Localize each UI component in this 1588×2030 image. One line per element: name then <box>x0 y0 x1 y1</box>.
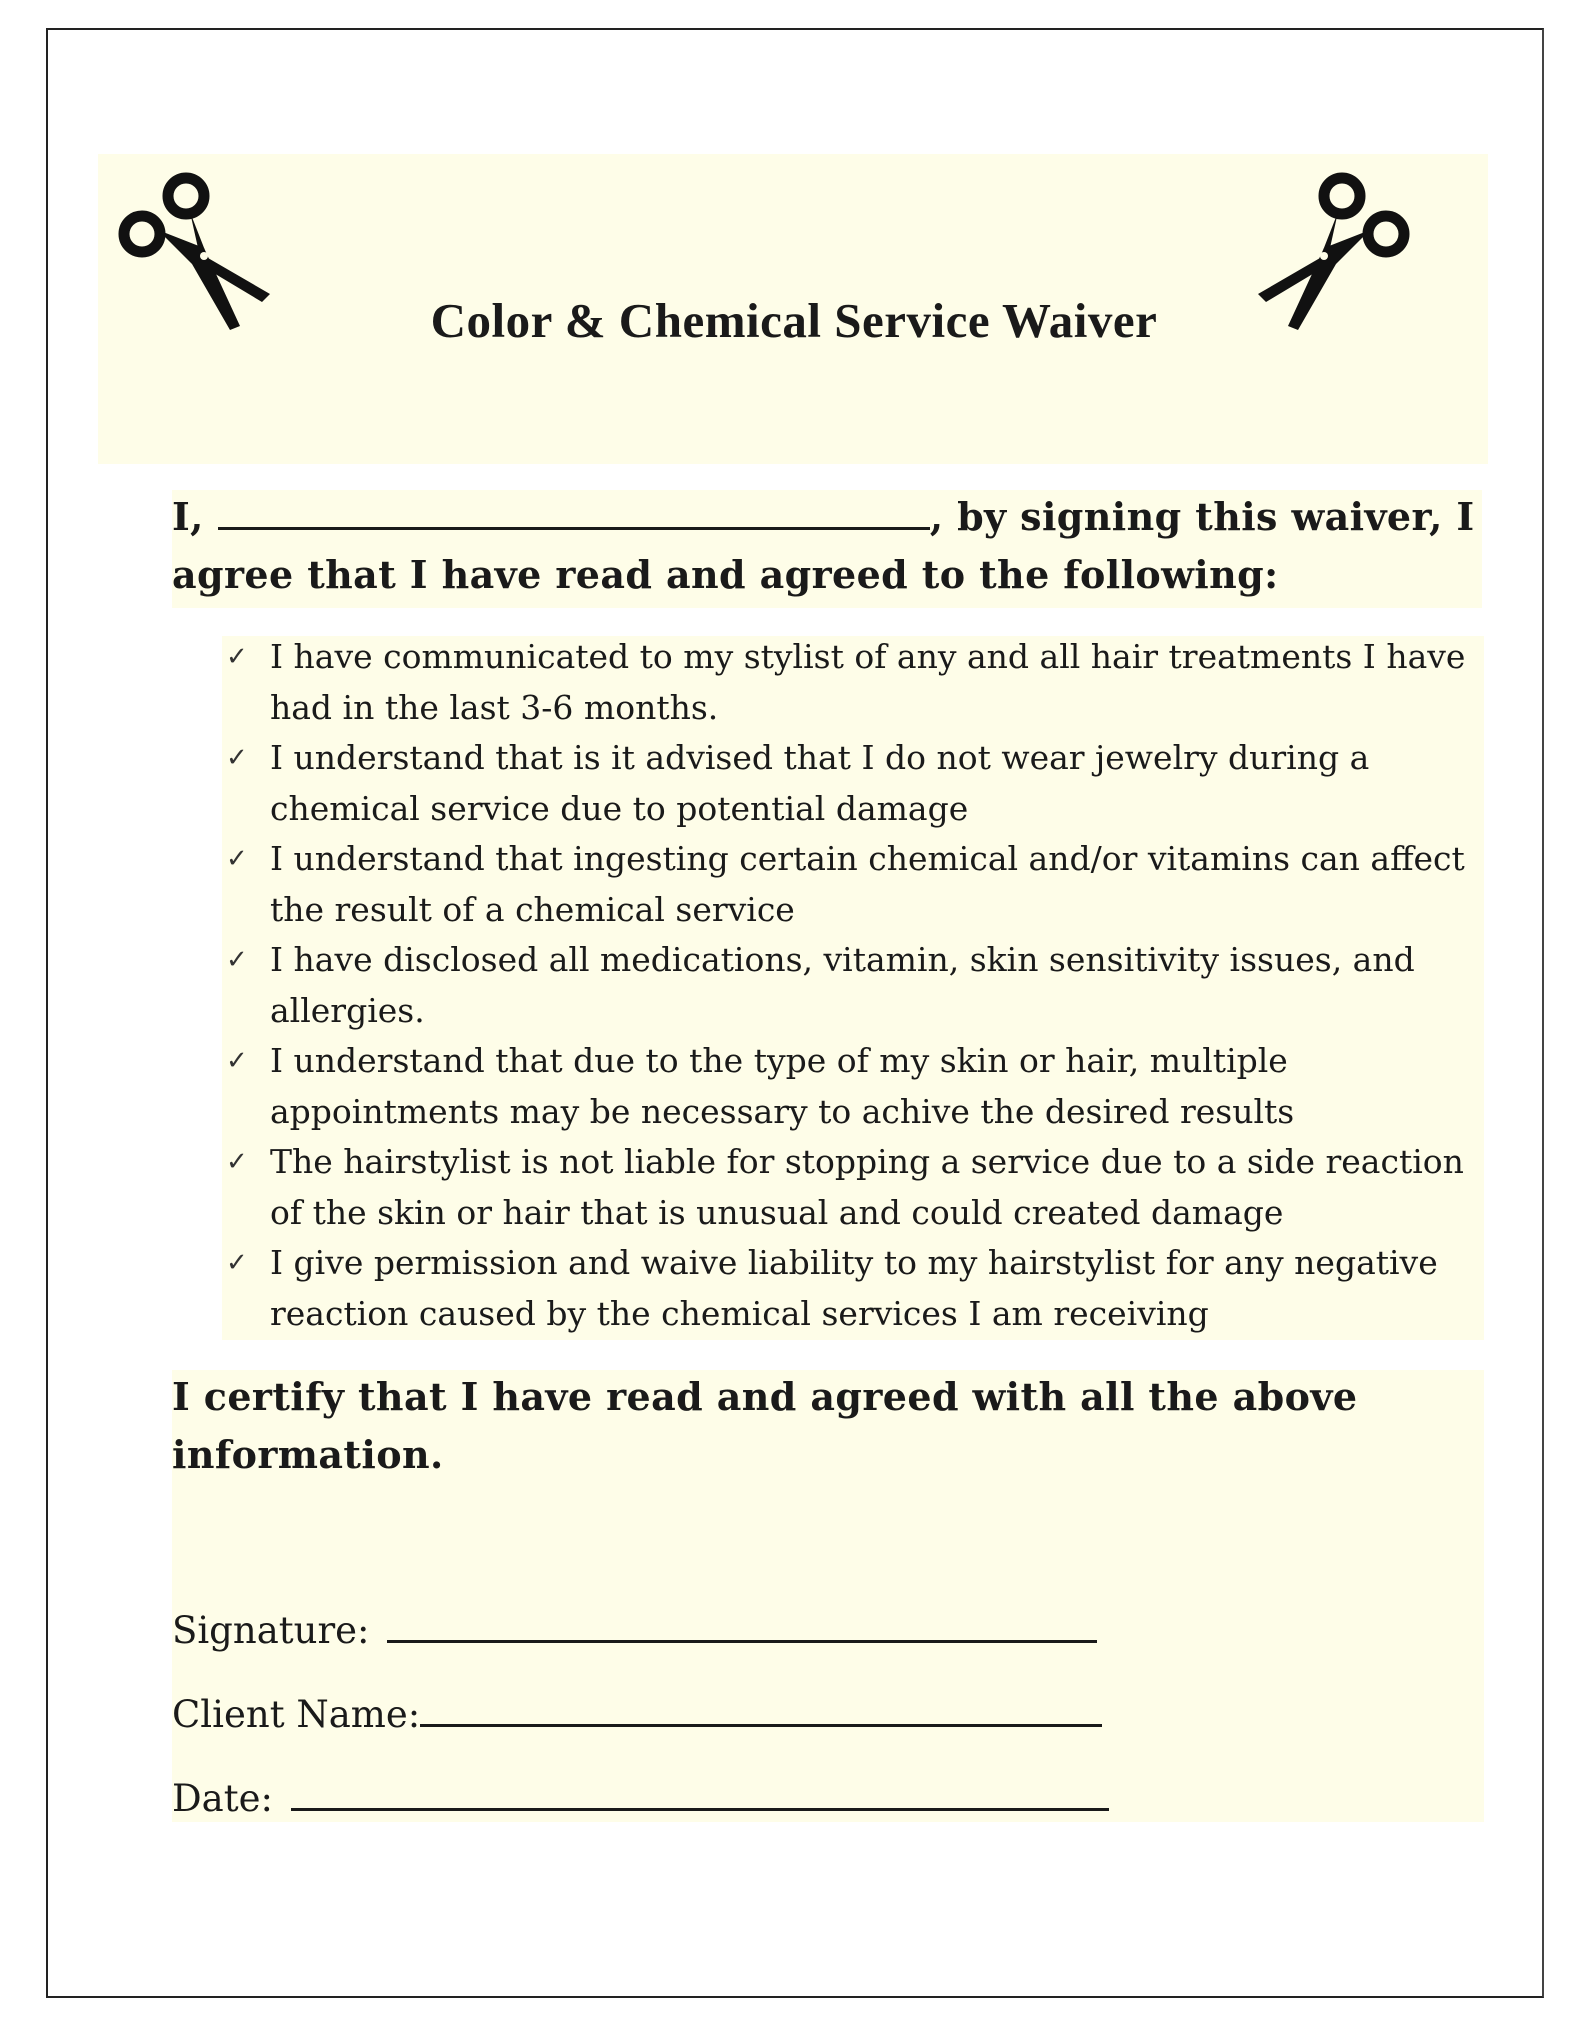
list-item: ✓ I have communicated to my stylist of any and all hair treatments I have had in the last 3-6 months. <box>222 632 1492 733</box>
client-name-line[interactable] <box>420 1688 1102 1727</box>
list-item: ✓ I understand that ingesting certain chemical and/or vitamins can affect the result of a chemical service <box>222 834 1492 935</box>
page-title: Color & Chemical Service Waiver <box>430 293 1158 348</box>
checkmark-icon: ✓ <box>226 743 248 773</box>
signature-label: Signature: <box>172 1609 370 1652</box>
intro-prefix: I, <box>172 494 204 539</box>
intro-statement <box>172 488 1482 604</box>
client-name-label: Client Name: <box>172 1693 421 1736</box>
list-item: ✓ I have disclosed all medications, vitamin, skin sensitivity issues, and allergies. <box>222 935 1492 1036</box>
agreement-list <box>222 632 1492 1339</box>
date-field <box>172 1772 1109 1820</box>
checkmark-icon: ✓ <box>226 1248 248 1278</box>
signature-line[interactable] <box>387 1604 1097 1643</box>
list-item: ✓ The hairstylist is not liable for stopping a service due to a side reaction of the skin or hair that is unusual and could created damage <box>222 1137 1492 1238</box>
checkmark-icon: ✓ <box>226 1147 248 1177</box>
date-line[interactable] <box>291 1772 1109 1811</box>
signature-field <box>172 1604 1097 1652</box>
list-item: ✓ I understand that is it advised that I do not wear jewelry during a chemical service due to potential damage <box>222 733 1492 834</box>
list-item: ✓ I understand that due to the type of my skin or hair, multiple appointments may be necessary to achive the desired results <box>222 1036 1492 1137</box>
date-label: Date: <box>172 1777 273 1820</box>
checkmark-icon: ✓ <box>226 1046 248 1076</box>
client-name-field <box>172 1688 1102 1736</box>
certify-statement: I certify that I have read and agreed with all the above information. <box>172 1374 1358 1477</box>
checkmark-icon: ✓ <box>226 945 248 975</box>
checkmark-icon: ✓ <box>226 844 248 874</box>
name-blank-line[interactable] <box>218 491 930 530</box>
checkmark-icon: ✓ <box>226 642 248 672</box>
intro-suffix: , by signing this waiver, I agree that I have read and agreed to the following: <box>172 494 1475 597</box>
list-item: ✓ I give permission and waive liability to my hairstylist for any negative reaction caused by the chemical services I am receiving <box>222 1238 1492 1339</box>
